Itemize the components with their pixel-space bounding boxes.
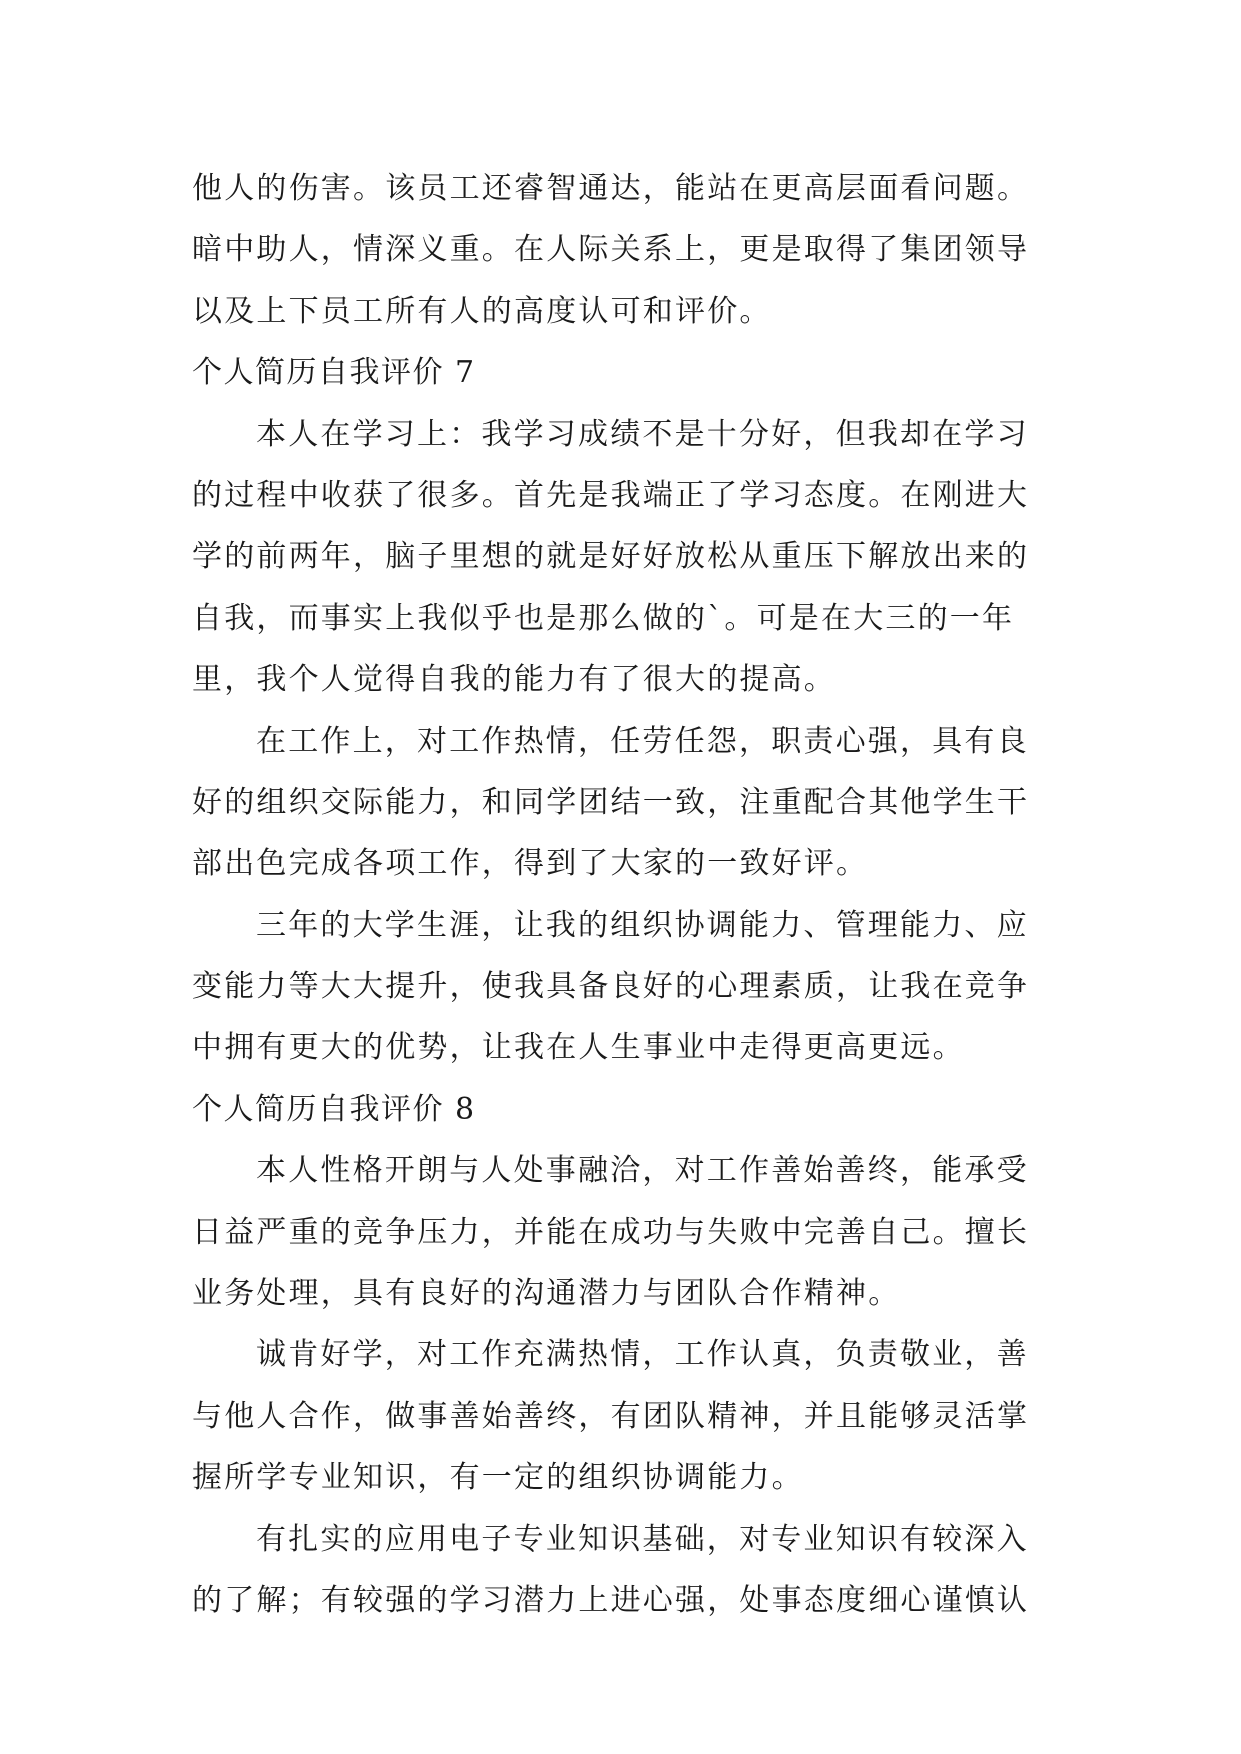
text-line: 学的前两年，脑子里想的就是好好放松从重压下解放出来的 — [192, 539, 1030, 575]
text-line: 日益严重的竞争压力，并能在成功与失败中完善自己。擅长 — [192, 1214, 1030, 1250]
text-line: 中拥有更大的优势，让我在人生事业中走得更高更远。 — [192, 1030, 965, 1066]
text-line: 里，我个人觉得自我的能力有了很大的提高。 — [192, 662, 836, 698]
paragraph-start: 本人性格开朗与人处事融洽，对工作善始善终，能承受 — [256, 1153, 1029, 1189]
document-body — [192, 158, 1072, 1631]
text-line: 自我，而事实上我似乎也是那么做的`。可是在大三的一年 — [192, 600, 1015, 636]
text-line: 握所学专业知识，有一定的组织协调能力。 — [192, 1460, 804, 1496]
text-line: 业务处理，具有良好的沟通潜力与团队合作精神。 — [192, 1276, 901, 1312]
text-line: 好的组织交际能力，和同学团结一致，注重配合其他学生干 — [192, 784, 1030, 820]
text-line: 部出色完成各项工作，得到了大家的一致好评。 — [192, 846, 869, 882]
text-line: 与他人合作，做事善始善终，有团队精神，并且能够灵活掌 — [192, 1398, 1030, 1434]
paragraph-start: 在工作上，对工作热情，任劳任怨，职责心强，具有良 — [256, 723, 1029, 759]
paragraph-start: 本人在学习上：我学习成绩不是十分好，但我却在学习 — [256, 416, 1029, 452]
text-line: 的了解；有较强的学习潜力上进心强，处事态度细心谨慎认 — [192, 1582, 1030, 1618]
section-heading-7: 个人简历自我评价 7 — [192, 355, 476, 391]
text-line: 以及上下员工所有人的高度认可和评价。 — [192, 293, 772, 329]
paragraph-start: 三年的大学生涯，让我的组织协调能力、管理能力、应 — [256, 907, 1029, 943]
section-heading-8: 个人简历自我评价 8 — [192, 1091, 476, 1127]
text-line: 变能力等大大提升，使我具备良好的心理素质，让我在竞争 — [192, 969, 1030, 1005]
text-line: 暗中助人，情深义重。在人际关系上，更是取得了集团领导 — [192, 232, 1030, 268]
text-line: 他人的伤害。该员工还睿智通达，能站在更高层面看问题。 — [192, 171, 1030, 206]
paragraph-start: 有扎实的应用电子专业知识基础，对专业知识有较深入 — [256, 1521, 1029, 1557]
text-line: 的过程中收获了很多。首先是我端正了学习态度。在刚进大 — [192, 477, 1030, 513]
paragraph-start: 诚肯好学，对工作充满热情，工作认真，负责敬业，善 — [256, 1337, 1029, 1373]
